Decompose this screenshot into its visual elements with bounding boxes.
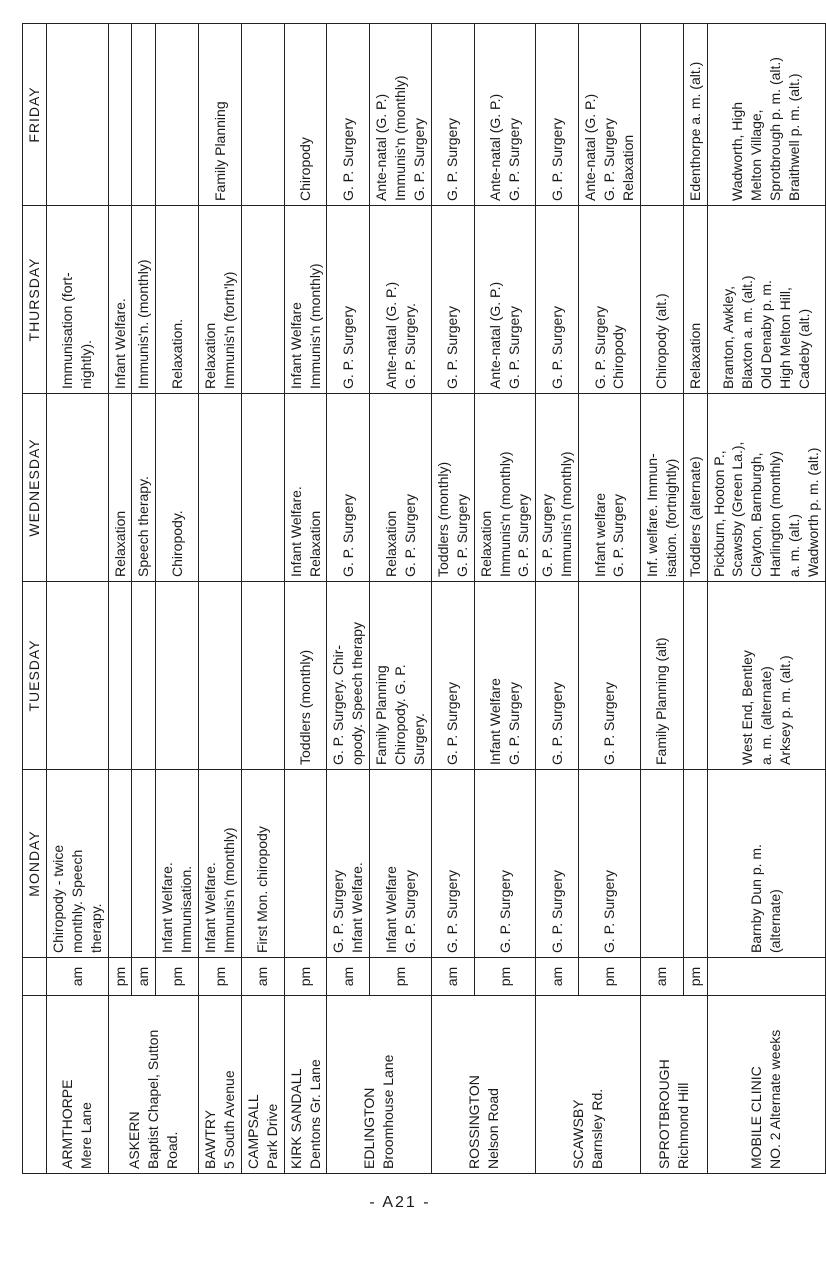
entry-text: Infant welfare bbox=[591, 492, 608, 577]
period-cell: pm bbox=[474, 958, 536, 996]
session-friday bbox=[284, 24, 327, 206]
table-row bbox=[46, 24, 108, 1174]
period-cell: am bbox=[46, 958, 108, 996]
table-row bbox=[327, 24, 370, 1174]
entry-text: G. P. Surgery bbox=[506, 305, 523, 389]
period-cell: am bbox=[536, 958, 579, 996]
session-friday bbox=[474, 24, 536, 206]
entry-text: Ante-natal (G. P.) bbox=[487, 281, 504, 389]
session-wednesday bbox=[370, 394, 432, 582]
entry-text: Ante-natal (G. P.) bbox=[373, 93, 390, 201]
entry-text: First Mon. chiropody bbox=[254, 826, 271, 953]
session-monday bbox=[536, 770, 579, 958]
clinic-name: EDLINGTON bbox=[361, 1087, 378, 1169]
entry-text: Edenthorpe a. m. (alt.) bbox=[686, 61, 703, 201]
entry-text: G. P. Surgery bbox=[444, 869, 461, 953]
entry-text: G. P. Surgery bbox=[339, 493, 356, 577]
entry-text: G. P. Surgery bbox=[453, 493, 470, 577]
session-thursday bbox=[579, 206, 641, 394]
period-cell: pm bbox=[108, 958, 132, 996]
period-cell: pm bbox=[199, 958, 242, 996]
header-blank bbox=[23, 958, 47, 996]
session-friday bbox=[707, 24, 825, 206]
session-thursday bbox=[536, 206, 579, 394]
entry-text: Chiropody bbox=[610, 325, 627, 389]
session-friday bbox=[683, 24, 707, 206]
session-tuesday bbox=[284, 582, 327, 770]
session-thursday bbox=[370, 206, 432, 394]
session-tuesday bbox=[156, 582, 199, 770]
entry-text: Blaxton a. m. (alt.) bbox=[738, 275, 755, 389]
entry-text: Relaxation bbox=[111, 510, 128, 577]
clinic-schedule-table bbox=[22, 23, 826, 1174]
clinic-name: MOBILE CLINIC bbox=[748, 1066, 765, 1169]
session-monday bbox=[132, 770, 156, 958]
entry-text: Chiropody. bbox=[168, 510, 185, 577]
entry-text: West End, Bentley bbox=[738, 650, 755, 765]
entry-text: Immunis'n (monthly) bbox=[221, 827, 238, 953]
entry-text: Family Planning bbox=[211, 101, 228, 201]
entry-text: G. P. Surgery bbox=[339, 305, 356, 389]
entry-text: Clayton, Barnburgh, bbox=[748, 452, 765, 577]
session-monday bbox=[707, 770, 825, 958]
period-cell: am bbox=[431, 958, 474, 996]
clinic-name: BAWTRY bbox=[202, 1109, 219, 1169]
entry-text: monthly. Speech bbox=[68, 849, 85, 953]
entry-text: Sprotbrough p. m. (alt.) bbox=[767, 57, 784, 201]
entry-text: G. P. Surgery bbox=[548, 305, 565, 389]
session-monday bbox=[474, 770, 536, 958]
session-monday bbox=[46, 770, 108, 958]
entry-text: Immunisation. bbox=[178, 865, 195, 953]
entry-text: G. P. Surgery bbox=[444, 117, 461, 201]
session-monday bbox=[683, 770, 707, 958]
entry-text: G. P. Surgery bbox=[601, 117, 618, 201]
entry-text: Family Planning (alt) bbox=[653, 637, 670, 765]
session-tuesday bbox=[579, 582, 641, 770]
entry-text: opody. Speech therapy bbox=[349, 622, 366, 765]
clinic-name-cell bbox=[431, 996, 535, 1174]
entry-text: Immunis'n (monthly) bbox=[306, 263, 323, 389]
session-tuesday bbox=[536, 582, 579, 770]
session-monday bbox=[108, 770, 132, 958]
session-wednesday bbox=[108, 394, 132, 582]
session-thursday bbox=[474, 206, 536, 394]
entry-text: Infant Welfare bbox=[487, 678, 504, 765]
session-wednesday bbox=[579, 394, 641, 582]
session-tuesday bbox=[370, 582, 432, 770]
clinic-address: Park Drive bbox=[263, 1103, 280, 1169]
session-wednesday bbox=[536, 394, 579, 582]
entry-text: Ante-natal (G. P.) bbox=[582, 93, 599, 201]
clinic-name-cell bbox=[241, 996, 284, 1174]
entry-text: Chiropody. G. P. bbox=[392, 664, 409, 765]
entry-text: Braithwell p. m. (alt.) bbox=[786, 73, 803, 201]
table-row bbox=[640, 24, 683, 1174]
entry-text: a. m. (alt.) bbox=[786, 513, 803, 577]
entry-text: Infant Welfare. bbox=[287, 486, 304, 577]
entry-text: G. P. Surgery bbox=[506, 117, 523, 201]
clinic-name-cell bbox=[284, 996, 327, 1174]
period-cell: am bbox=[241, 958, 284, 996]
session-tuesday bbox=[683, 582, 707, 770]
entry-text: Relaxation bbox=[477, 510, 494, 577]
table-row bbox=[431, 24, 474, 1174]
clinic-address: Broomhouse Lane bbox=[380, 1054, 397, 1169]
session-thursday bbox=[284, 206, 327, 394]
day-header-tuesday: TUESDAY bbox=[23, 582, 47, 770]
table-row bbox=[536, 24, 579, 1174]
period-cell: am bbox=[132, 958, 156, 996]
session-friday bbox=[640, 24, 683, 206]
session-monday bbox=[431, 770, 474, 958]
clinic-address: 5 South Avenue bbox=[221, 1070, 238, 1169]
header-blank bbox=[23, 996, 47, 1174]
clinic-name-cell bbox=[707, 996, 825, 1174]
entry-text: a. m. (alternate) bbox=[757, 666, 774, 765]
clinic-name: KIRK SANDALL bbox=[287, 1068, 304, 1169]
session-tuesday bbox=[199, 582, 242, 770]
session-monday bbox=[640, 770, 683, 958]
entry-text: G. P. Surgery bbox=[515, 493, 532, 577]
entry-text: Speech therapy. bbox=[135, 476, 152, 577]
entry-text: Ante-natal (G. P.) bbox=[382, 281, 399, 389]
table-row bbox=[108, 24, 132, 1174]
session-thursday bbox=[431, 206, 474, 394]
header-row bbox=[23, 24, 47, 1174]
session-wednesday bbox=[199, 394, 242, 582]
entry-text: Immunis'n (monthly) bbox=[558, 451, 575, 577]
entry-text: Toddlers (monthly) bbox=[297, 649, 314, 765]
clinic-address: NO. 2 Alternate weeks bbox=[767, 1029, 784, 1169]
entry-text: G. P. Surgery bbox=[411, 117, 428, 201]
clinic-name: ASKERN bbox=[126, 1111, 142, 1169]
clinic-name-cell bbox=[640, 996, 707, 1174]
entry-text: Relaxation bbox=[202, 322, 219, 389]
entry-text: Old Denaby p. m. bbox=[757, 280, 774, 389]
session-friday bbox=[241, 24, 284, 206]
session-wednesday bbox=[327, 394, 370, 582]
session-monday bbox=[370, 770, 432, 958]
session-wednesday bbox=[46, 394, 108, 582]
entry-text: Pickburn, Hooton P., bbox=[710, 450, 727, 577]
clinic-address: Baptist Chapel, Sutton Road. bbox=[144, 1029, 180, 1169]
entry-text: nightly). bbox=[78, 339, 95, 389]
clinic-name: CAMPSALL bbox=[244, 1094, 261, 1169]
entry-text: isation. (fortnightly) bbox=[662, 458, 679, 577]
session-tuesday bbox=[474, 582, 536, 770]
clinic-name: ARMTHORPE bbox=[59, 1079, 76, 1169]
entry-text: G. P. Surgery bbox=[610, 493, 627, 577]
session-wednesday bbox=[707, 394, 825, 582]
entry-text: G. P. Surgery. bbox=[401, 303, 418, 389]
period-cell: pm bbox=[579, 958, 641, 996]
session-thursday bbox=[707, 206, 825, 394]
entry-text: G. P. Surgery bbox=[591, 305, 608, 389]
clinic-name-cell bbox=[536, 996, 640, 1174]
day-header-thursday: THURSDAY bbox=[23, 206, 47, 394]
table-row bbox=[707, 24, 825, 1174]
period-cell: pm bbox=[284, 958, 327, 996]
entry-text: G. P. Surgery bbox=[548, 117, 565, 201]
entry-text: Relaxation bbox=[686, 322, 703, 389]
entry-text: Ante-natal (G. P.) bbox=[487, 93, 504, 201]
entry-text: Infant Welfare. bbox=[111, 298, 128, 389]
session-friday bbox=[579, 24, 641, 206]
entry-text: G. P. Surgery bbox=[444, 681, 461, 765]
entry-text: Wadworth p. m. (alt.) bbox=[804, 447, 821, 577]
session-wednesday bbox=[156, 394, 199, 582]
session-thursday bbox=[241, 206, 284, 394]
entry-text: therapy. bbox=[87, 903, 104, 953]
session-monday bbox=[284, 770, 327, 958]
period-cell bbox=[707, 958, 825, 996]
entry-text: Immunis'n. (monthly) bbox=[135, 259, 152, 389]
entry-text: Immunis'n (fortn'ly) bbox=[221, 271, 238, 389]
entry-text: G. P. Surgery bbox=[401, 869, 418, 953]
entry-text: (alternate) bbox=[767, 889, 784, 953]
period-cell: pm bbox=[370, 958, 432, 996]
session-tuesday bbox=[132, 582, 156, 770]
entry-text: Immunis'n (monthly) bbox=[496, 451, 513, 577]
session-monday bbox=[199, 770, 242, 958]
session-thursday bbox=[46, 206, 108, 394]
session-thursday bbox=[327, 206, 370, 394]
clinic-name-cell bbox=[108, 996, 199, 1174]
entry-text: G. P. Surgery bbox=[548, 681, 565, 765]
session-tuesday bbox=[431, 582, 474, 770]
table-row bbox=[284, 24, 327, 1174]
session-thursday bbox=[683, 206, 707, 394]
entry-text: Infant Welfare bbox=[287, 302, 304, 389]
clinic-name-cell bbox=[199, 996, 242, 1174]
session-wednesday bbox=[431, 394, 474, 582]
session-wednesday bbox=[474, 394, 536, 582]
period-cell: pm bbox=[683, 958, 707, 996]
entry-text: G. P. Surgery bbox=[548, 869, 565, 953]
session-friday bbox=[370, 24, 432, 206]
entry-text: Wadworth, High bbox=[729, 101, 746, 201]
entry-text: Branton, Awkley, bbox=[719, 286, 736, 389]
session-friday bbox=[327, 24, 370, 206]
session-tuesday bbox=[241, 582, 284, 770]
session-tuesday bbox=[640, 582, 683, 770]
clinic-name: SCAWSBY bbox=[570, 1099, 587, 1169]
session-thursday bbox=[132, 206, 156, 394]
entry-text: Infant Welfare. bbox=[349, 862, 366, 953]
session-friday bbox=[108, 24, 132, 206]
session-monday bbox=[156, 770, 199, 958]
session-monday bbox=[241, 770, 284, 958]
clinic-address: Nelson Road bbox=[484, 1088, 501, 1169]
session-tuesday bbox=[707, 582, 825, 770]
session-thursday bbox=[108, 206, 132, 394]
clinic-name: ROSSINGTON bbox=[465, 1075, 482, 1169]
entry-text: Relaxation. bbox=[168, 318, 185, 389]
table-row bbox=[199, 24, 242, 1174]
session-friday bbox=[156, 24, 199, 206]
session-friday bbox=[132, 24, 156, 206]
table-row bbox=[241, 24, 284, 1174]
session-tuesday bbox=[46, 582, 108, 770]
entry-text: Relaxation bbox=[619, 134, 636, 201]
entry-text: G. P. Surgery bbox=[401, 493, 418, 577]
entry-text: G. P. Surgery bbox=[330, 869, 347, 953]
clinic-name-cell bbox=[46, 996, 108, 1174]
period-cell: pm bbox=[156, 958, 199, 996]
session-friday bbox=[536, 24, 579, 206]
page-number: - A21 - bbox=[369, 1194, 431, 1211]
entry-text: G. P. Surgery bbox=[444, 305, 461, 389]
session-tuesday bbox=[108, 582, 132, 770]
entry-text: G. P. Surgery bbox=[601, 681, 618, 765]
clinic-address: Barnsley Rd. bbox=[589, 1088, 606, 1169]
clinic-address: Dentons Gr. Lane bbox=[306, 1059, 323, 1169]
clinic-address: Richmond Hill bbox=[674, 1082, 691, 1169]
entry-text: G. P. Surgery bbox=[506, 681, 523, 765]
entry-text: Infant Welfare bbox=[382, 866, 399, 953]
session-monday bbox=[327, 770, 370, 958]
session-friday bbox=[199, 24, 242, 206]
entry-text: Family Planning bbox=[373, 665, 390, 765]
entry-text: Surgery. bbox=[411, 713, 428, 765]
session-monday bbox=[579, 770, 641, 958]
schedule-frame bbox=[22, 24, 821, 1180]
session-tuesday bbox=[327, 582, 370, 770]
entry-text: High Melton Hill, bbox=[776, 287, 793, 389]
entry-text: Cadeby (alt.) bbox=[795, 308, 812, 389]
day-header-monday: MONDAY bbox=[23, 770, 47, 958]
entry-text: Toddlers (alternate) bbox=[686, 456, 703, 577]
day-header-friday: FRIDAY bbox=[23, 24, 47, 206]
session-thursday bbox=[156, 206, 199, 394]
entry-text: Harlington (monthly) bbox=[767, 450, 784, 577]
day-header-wednesday: WEDNESDAY bbox=[23, 394, 47, 582]
entry-text: Arksey p. m. (alt.) bbox=[776, 655, 793, 765]
session-thursday bbox=[640, 206, 683, 394]
entry-text: Immunis'n (monthly) bbox=[392, 75, 409, 201]
clinic-name-cell bbox=[327, 996, 431, 1174]
session-wednesday bbox=[683, 394, 707, 582]
entry-text: Inf. welfare. Immun- bbox=[643, 453, 660, 577]
entry-text: Relaxation bbox=[306, 510, 323, 577]
entry-text: Chiropody bbox=[297, 137, 314, 201]
session-thursday bbox=[199, 206, 242, 394]
entry-text: Toddlers (monthly) bbox=[434, 461, 451, 577]
session-wednesday bbox=[132, 394, 156, 582]
entry-text: Chiropody - twice bbox=[49, 844, 66, 953]
entry-text: Infant Welfare. bbox=[202, 862, 219, 953]
clinic-name: SPROTBROUGH bbox=[655, 1059, 672, 1169]
entry-text: Infant Welfare. bbox=[159, 862, 176, 953]
entry-text: G. P. Surgery bbox=[496, 869, 513, 953]
period-cell: am bbox=[327, 958, 370, 996]
session-friday bbox=[46, 24, 108, 206]
entry-text: Chiropody (alt.) bbox=[653, 293, 670, 389]
session-wednesday bbox=[241, 394, 284, 582]
entry-text: Relaxation bbox=[382, 510, 399, 577]
entry-text: G. P. Surgery bbox=[601, 869, 618, 953]
entry-text: G. P. Surgery. Chir- bbox=[330, 644, 347, 765]
period-cell: am bbox=[640, 958, 683, 996]
session-friday bbox=[431, 24, 474, 206]
clinic-address: Mere Lane bbox=[78, 1102, 95, 1169]
entry-text: Scawsby (Green La.), bbox=[729, 441, 746, 577]
entry-text: G. P. Surgery bbox=[539, 493, 556, 577]
entry-text: Immunisation (fort- bbox=[59, 272, 76, 389]
entry-text: Barnby Dun p. m. bbox=[748, 844, 765, 953]
entry-text: G. P. Surgery bbox=[339, 117, 356, 201]
session-wednesday bbox=[640, 394, 683, 582]
entry-text: Melton Village, bbox=[748, 109, 765, 201]
session-wednesday bbox=[284, 394, 327, 582]
